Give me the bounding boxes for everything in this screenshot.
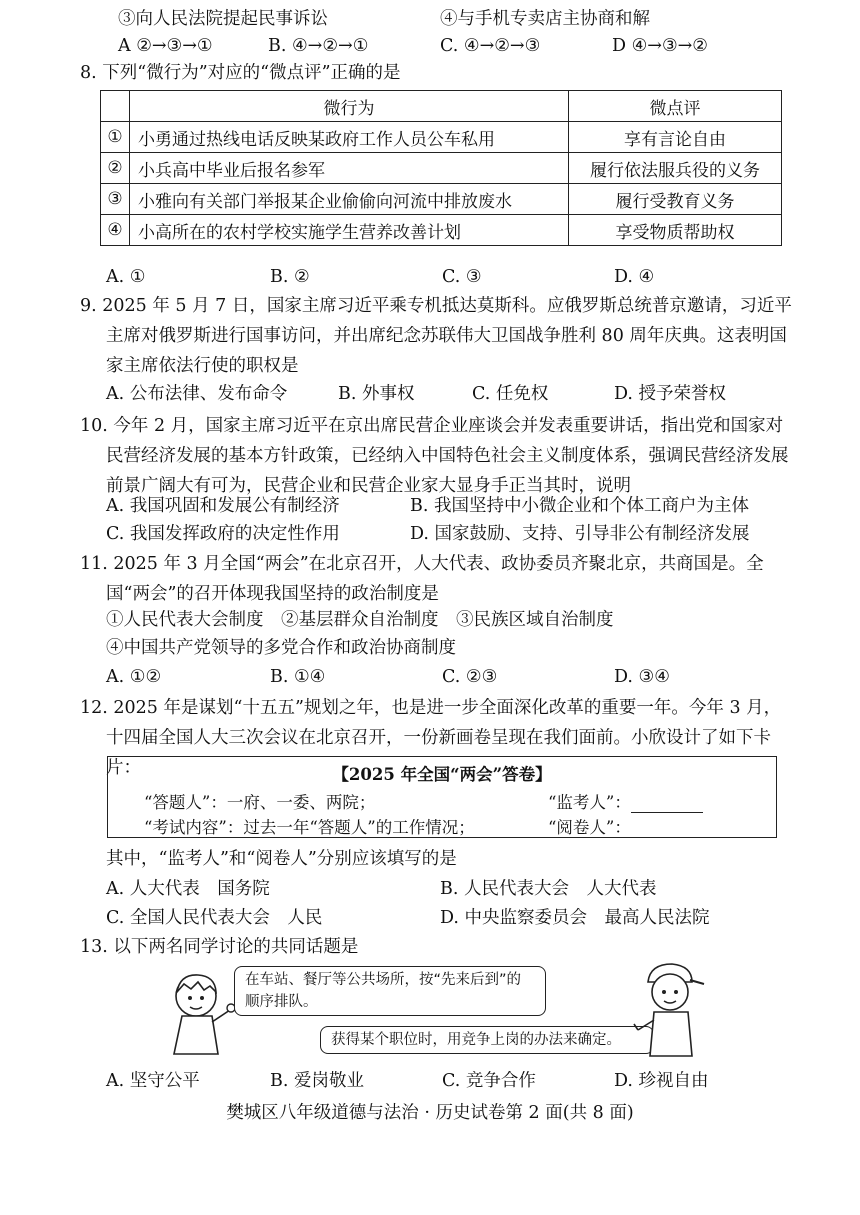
- q8-option-c: C. ③: [442, 267, 482, 287]
- q12-option-d: D. 中央监察委员会 最高人民法院: [440, 908, 710, 928]
- row-action: 小雅向有关部门举报某企业偷偷向河流中排放废水: [130, 184, 569, 215]
- q13-stem: 13. 以下两名同学讨论的共同话题是: [80, 937, 359, 957]
- q11-items-line-2: ④中国共产党领导的多党合作和政治协商制度: [106, 638, 456, 658]
- q9-option-b: B. 外事权: [338, 384, 415, 404]
- q7-option-a: A ②→③→①: [118, 36, 213, 56]
- blank-line: [631, 821, 703, 838]
- q7-option-d: D ④→③→②: [612, 36, 708, 56]
- q12-option-c: C. 全国人民代表大会 人民: [106, 908, 323, 928]
- card-title: 【2025 年全国“两会”答卷】: [332, 765, 552, 784]
- page-footer: 樊城区八年级道德与法治 · 历史试卷第 2 面(共 8 面): [226, 1103, 634, 1123]
- table-row: [101, 122, 782, 153]
- table-header-cell: 微行为: [130, 91, 569, 122]
- student-left-illustration: [160, 970, 240, 1060]
- q11-stem: 11. 2025 年 3 月全国“两会”在北京召开，人大代表、政协委员齐聚北京，共商国是。全国“两会”的召开体现我国坚持的政治制度是: [80, 554, 764, 604]
- q9-stem: 9. 2025 年 5 月 7 日，国家主席习近平乘专机抵达莫斯科。应俄罗斯总统普京邀请，习近平主席对俄罗斯进行国事访问，并出席纪念苏联伟大卫国战争胜利 80 周年庆典。这表明国家主席依法行使的职权是: [80, 296, 792, 376]
- q13-option-c: C. 竞争合作: [442, 1071, 536, 1091]
- q13-option-b: B. 爱岗敬业: [270, 1071, 364, 1091]
- table-header-row: [101, 91, 782, 122]
- q7-option-c: C. ④→②→③: [440, 36, 541, 56]
- card-proctor-label: “监考人”：: [548, 793, 631, 812]
- card-proctor: [548, 789, 703, 813]
- q11-option-a: A. ①②: [106, 667, 162, 687]
- card-grader-label: “阅卷人”：: [548, 818, 631, 837]
- card-grader: [548, 814, 703, 838]
- q9-option-c: C. 任免权: [472, 384, 549, 404]
- row-comment: 享有言论自由: [569, 122, 782, 153]
- q11-option-d: D. ③④: [614, 667, 670, 687]
- speech-bubble-right: 获得某个职位时，用竞争上岗的办法来确定。: [320, 1026, 654, 1054]
- q13-option-d: D. 珍视自由: [614, 1071, 709, 1091]
- row-number: ④: [101, 215, 130, 246]
- q12-question: 其中，“监考人”和“阅卷人”分别应该填写的是: [106, 849, 457, 869]
- q7-option-b: B. ④→②→①: [268, 36, 369, 56]
- q12-stem: 12. 2025 年是谋划“十五五”规划之年，也是进一步全面深化改革的重要一年。今年 3 月，十四届全国人大三次会议在北京召开，一份新画卷呈现在我们面前。小欣设计了如下卡片：: [80, 698, 782, 778]
- row-comment: 履行受教育义务: [569, 184, 782, 215]
- row-number: ①: [101, 122, 130, 153]
- blank-line: [631, 796, 703, 813]
- q10-option-a: A. 我国巩固和发展公有制经济: [106, 496, 340, 516]
- row-number: ③: [101, 184, 130, 215]
- q8-table: [100, 90, 782, 246]
- q11-option-b: B. ①④: [270, 667, 326, 687]
- q7-item-3: ③向人民法院提起民事诉讼: [118, 9, 328, 29]
- table-row: [101, 215, 782, 246]
- q12-option-a: A. 人大代表 国务院: [106, 879, 270, 899]
- row-comment: 履行依法服兵役的义务: [569, 153, 782, 184]
- q11-items-line-1: ①人民代表大会制度 ②基层群众自治制度 ③民族区域自治制度: [106, 610, 614, 630]
- q9-option-d: D. 授予荣誉权: [614, 384, 727, 404]
- row-action: 小勇通过热线电话反映某政府工作人员公车私用: [130, 122, 569, 153]
- q10-option-d: D. 国家鼓励、支持、引导非公有制经济发展: [410, 524, 750, 544]
- table-row: [101, 153, 782, 184]
- q9-option-a: A. 公布法律、发布命令: [106, 384, 288, 404]
- q13-option-a: A. 坚守公平: [106, 1071, 200, 1091]
- q10-option-c: C. 我国发挥政府的决定性作用: [106, 524, 340, 544]
- row-comment: 享受物质帮助权: [569, 215, 782, 246]
- student-right-illustration: [630, 960, 710, 1060]
- q8-stem: 8. 下列“微行为”对应的“微点评”正确的是: [80, 63, 401, 83]
- q7-item-4: ④与手机专卖店主协商和解: [440, 9, 650, 29]
- q12-option-b: B. 人民代表大会 人大代表: [440, 879, 657, 899]
- q8-option-d: D. ④: [614, 267, 655, 287]
- row-action: 小高所在的农村学校实施学生营养改善计划: [130, 215, 569, 246]
- q11-option-c: C. ②③: [442, 667, 498, 687]
- q10-stem: 10. 今年 2 月，国家主席习近平在京出席民营企业座谈会并发表重要讲话，指出党和国家对民营经济发展的基本方针政策，已经纳入中国特色社会主义制度体系，强调民营经济发展前景广阔大有可为，民营企业和民营企业家大显身手正当其时，说明: [80, 416, 789, 496]
- row-action: 小兵高中毕业后报名参军: [130, 153, 569, 184]
- table-header-cell: 微点评: [569, 91, 782, 122]
- q8-option-a: A. ①: [106, 267, 146, 287]
- q10-option-b: B. 我国坚持中小微企业和个体工商户为主体: [410, 496, 749, 516]
- exam-card: [107, 756, 777, 838]
- speech-bubble-left: 在车站、餐厅等公共场所，按“先来后到”的顺序排队。: [234, 966, 546, 1016]
- row-number: ②: [101, 153, 130, 184]
- q8-option-b: B. ②: [270, 267, 310, 287]
- table-row: [101, 184, 782, 215]
- card-line-content: “考试内容”：过去一年“答题人”的工作情况；: [144, 818, 475, 837]
- card-line-answerer: “答题人”：一府、一委、两院；: [144, 793, 376, 812]
